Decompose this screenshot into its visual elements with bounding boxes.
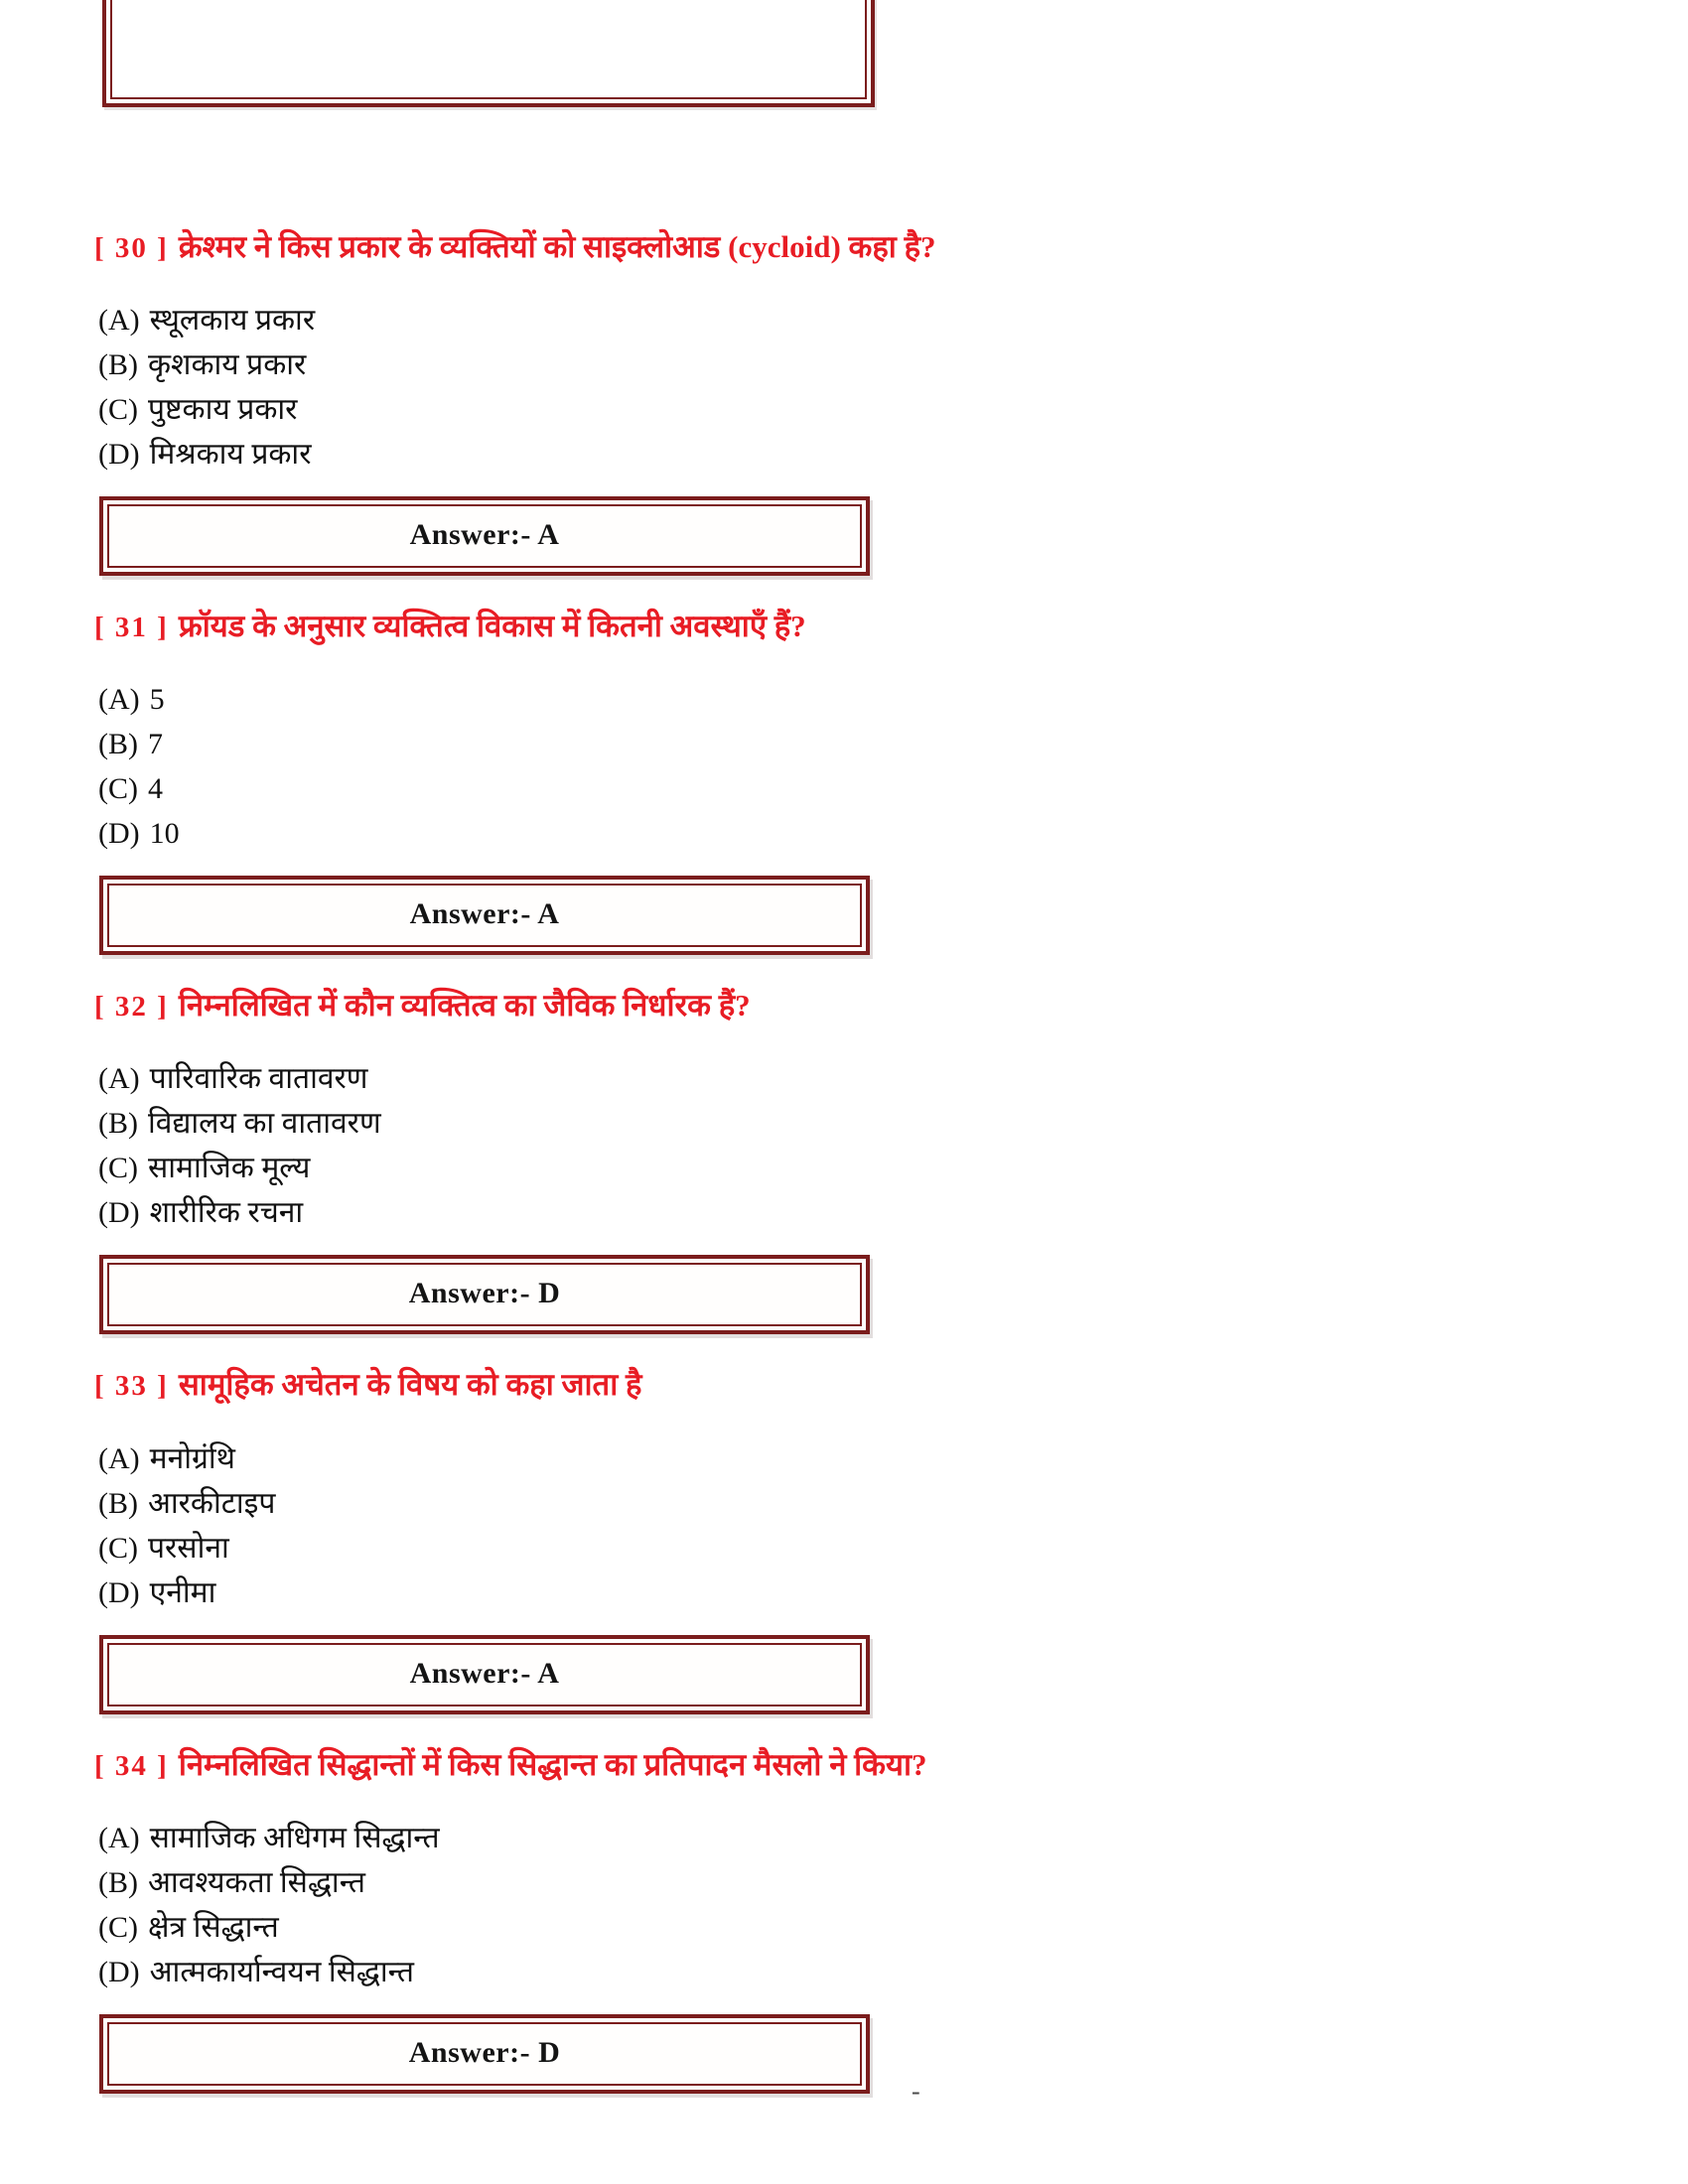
question-title <box>94 606 1336 647</box>
question-block-30 <box>94 226 1336 576</box>
question-number: [ 33 ] <box>94 1370 169 1403</box>
option-a <box>98 677 1336 722</box>
option-a <box>98 1056 1336 1101</box>
option-label: (A) <box>98 1441 140 1475</box>
answer-box <box>99 876 870 955</box>
option-b <box>98 722 1336 766</box>
answer-text: Answer:- A <box>107 504 862 568</box>
options-list <box>98 298 1336 477</box>
option-text: 7 <box>148 728 163 761</box>
option-text: मनोग्रंथि <box>149 1441 235 1475</box>
option-text: कृशकाय प्रकार <box>148 348 307 382</box>
option-c <box>98 1905 1336 1950</box>
question-number: [ 32 ] <box>94 991 169 1024</box>
option-d <box>98 1950 1336 1994</box>
option-label: (B) <box>98 728 138 761</box>
option-text: पारिवारिक वातावरण <box>149 1062 368 1096</box>
option-label: (C) <box>98 772 138 806</box>
option-text: मिश्रकाय प्रकार <box>149 438 312 472</box>
option-b <box>98 342 1336 387</box>
option-a <box>98 1816 1336 1860</box>
option-label: (B) <box>98 1865 138 1899</box>
question-number: [ 30 ] <box>94 232 169 264</box>
option-label: (D) <box>98 1955 140 1988</box>
options-list <box>98 1816 1336 1994</box>
options-list <box>98 677 1336 856</box>
question-block-32 <box>94 985 1336 1334</box>
option-label: (C) <box>98 1910 138 1944</box>
question-title <box>94 226 1336 268</box>
option-text: 10 <box>149 817 180 851</box>
option-label: (C) <box>98 1531 138 1565</box>
option-text: पुष्टकाय प्रकार <box>148 393 298 427</box>
answer-box <box>99 1635 870 1714</box>
option-text: आरकीटाइप <box>148 1486 276 1520</box>
question-block-34 <box>94 1744 1336 2094</box>
option-b <box>98 1101 1336 1146</box>
option-label: (A) <box>98 304 140 338</box>
option-a <box>98 1436 1336 1481</box>
option-b <box>98 1860 1336 1905</box>
question-number: [ 34 ] <box>94 1749 169 1782</box>
answer-box <box>99 2014 870 2094</box>
option-text: क्षेत्र सिद्धान्त <box>148 1910 279 1944</box>
answer-box <box>99 496 870 576</box>
option-text: सामाजिक मूल्य <box>148 1152 311 1185</box>
question-number: [ 31 ] <box>94 612 169 644</box>
option-c <box>98 387 1336 432</box>
option-d <box>98 432 1336 477</box>
option-text: 5 <box>149 683 165 717</box>
question-title <box>94 1744 1336 1786</box>
option-text: शारीरिक रचना <box>149 1196 304 1230</box>
option-d <box>98 1570 1336 1615</box>
page-corner-mark: - <box>912 2077 920 2106</box>
option-text: 4 <box>148 772 163 806</box>
option-text: आवश्यकता सिद्धान्त <box>148 1865 366 1899</box>
question-text: फ्रॉयड के अनुसार व्यक्तित्व विकास में कितनी अवस्थाएँ हैं? <box>178 609 806 644</box>
option-d <box>98 811 1336 856</box>
option-label: (D) <box>98 817 140 851</box>
question-text: क्रेश्मर ने किस प्रकार के व्यक्तियों को साइक्लोआड (cycloid) कहा है? <box>178 229 936 264</box>
option-label: (A) <box>98 683 140 717</box>
option-label: (C) <box>98 1152 138 1185</box>
option-label: (A) <box>98 1062 140 1096</box>
option-label: (B) <box>98 1486 138 1520</box>
option-text: सामाजिक अधिगम सिद्धान्त <box>149 1821 440 1854</box>
option-text: परसोना <box>148 1531 229 1565</box>
option-label: (B) <box>98 348 138 382</box>
options-list <box>98 1056 1336 1235</box>
option-c <box>98 1526 1336 1570</box>
option-label: (A) <box>98 1821 140 1854</box>
option-c <box>98 1146 1336 1190</box>
option-label: (B) <box>98 1107 138 1141</box>
partial-answer-box-inner-rule <box>110 0 867 99</box>
option-a <box>98 298 1336 342</box>
answer-text: Answer:- A <box>107 884 862 947</box>
question-title <box>94 1364 1336 1406</box>
option-d <box>98 1190 1336 1235</box>
option-text: विद्यालय का वातावरण <box>148 1107 381 1141</box>
option-text: एनीमा <box>149 1575 216 1609</box>
option-text: स्थूलकाय प्रकार <box>149 304 316 338</box>
answer-box <box>99 1255 870 1334</box>
answer-text: Answer:- D <box>107 2022 862 2086</box>
option-c <box>98 766 1336 811</box>
question-text: निम्नलिखित सिद्धान्तों में किस सिद्धान्त का प्रतिपादन मैसलो ने किया? <box>178 1746 927 1782</box>
option-label: (C) <box>98 393 138 427</box>
question-text: सामूहिक अचेतन के विषय को कहा जाता है <box>178 1367 642 1403</box>
option-text: आत्मकार्यान्वयन सिद्धान्त <box>149 1955 414 1988</box>
options-list <box>98 1436 1336 1615</box>
question-block-31 <box>94 606 1336 955</box>
option-b <box>98 1481 1336 1526</box>
partial-answer-box <box>102 0 875 107</box>
option-label: (D) <box>98 438 140 472</box>
answer-text: Answer:- A <box>107 1643 862 1706</box>
option-label: (D) <box>98 1575 140 1609</box>
option-label: (D) <box>98 1196 140 1230</box>
answer-text: Answer:- D <box>107 1263 862 1326</box>
question-text: निम्नलिखित में कौन व्यक्तित्व का जैविक निर्धारक हैं? <box>178 988 751 1024</box>
question-list <box>94 226 1336 2123</box>
question-title <box>94 985 1336 1026</box>
question-block-33 <box>94 1364 1336 1713</box>
